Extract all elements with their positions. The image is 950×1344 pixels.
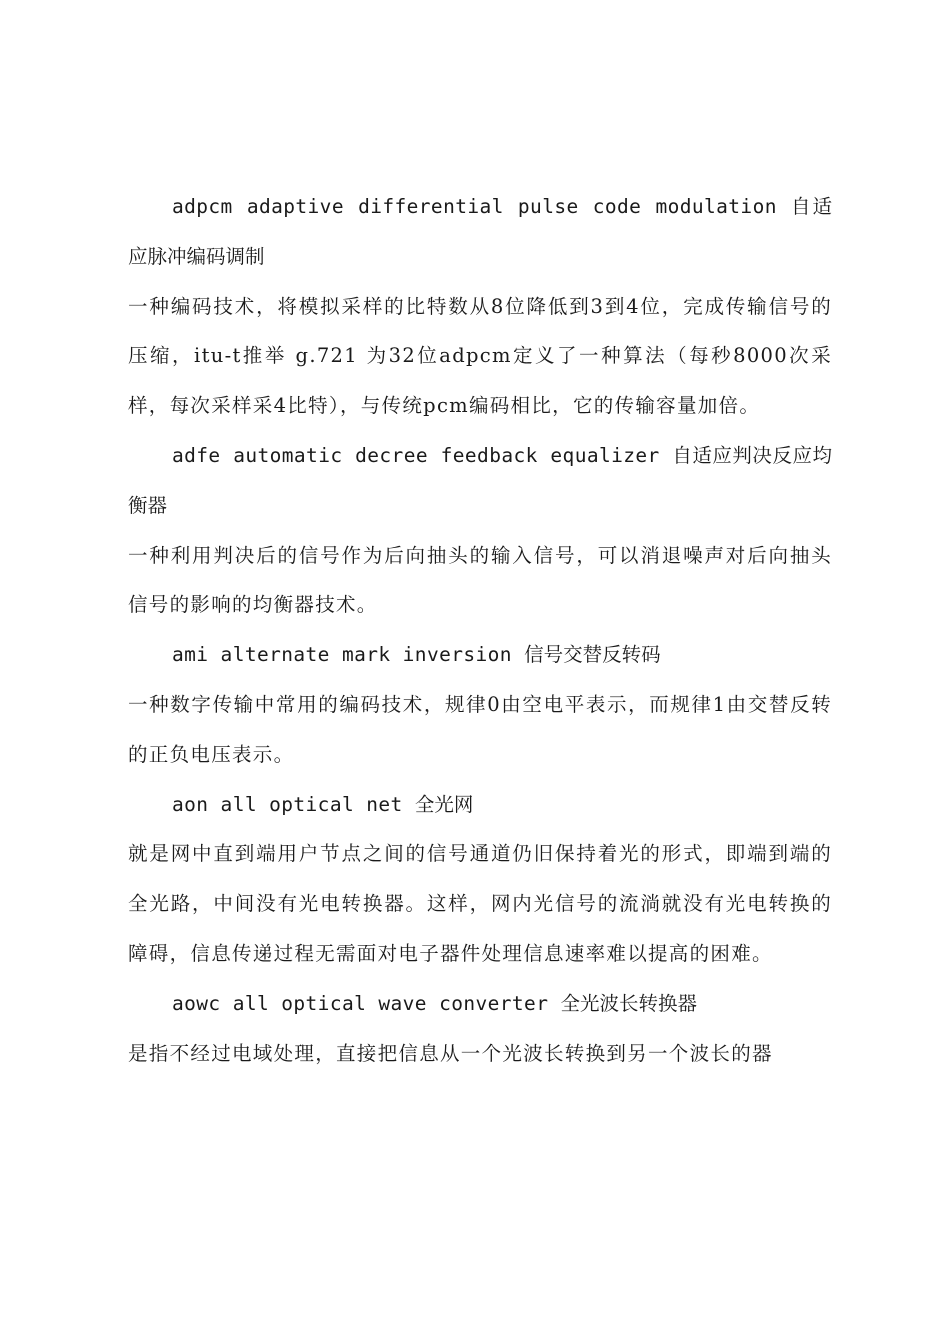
entry-description: 一种数字传输中常用的编码技术，规律0由空电平表示，而规律1由交替反转的正负电压表示。	[128, 692, 832, 766]
entry-term	[128, 780, 832, 830]
entry-term	[128, 431, 832, 531]
entry-description: 一种编码技术，将模拟采样的比特数从8位降低到3到4位，完成传输信号的压缩，itu-t推举 g.721 为32位adpcm定义了一种算法（每秒8000次采样，每次采样采4比特），与传统pcm编码相比，它的传输容量加倍。	[128, 294, 832, 418]
entry-term	[128, 630, 832, 680]
term-en: adpcm adaptive differential pulse code modulation	[172, 195, 791, 218]
entry-term	[128, 979, 832, 1029]
entry-description: 是指不经过电域处理，直接把信息从一个光波长转换到另一个波长的器	[128, 1041, 773, 1065]
term-cn: 自适应判决反应均衡器	[128, 443, 832, 517]
term-en: aon all optical net	[172, 792, 415, 816]
entry-term	[128, 182, 832, 282]
term-cn: 自适应脉冲编码调制	[128, 195, 832, 268]
page-body	[128, 182, 832, 1078]
entry-description: 一种利用判决后的信号作为后向抽头的输入信号，可以消退噪声对后向抽头信号的影响的均衡器技术。	[128, 543, 832, 617]
term-cn: 全光波长转换器	[560, 991, 697, 1015]
term-en: ami alternate mark inversion	[172, 643, 525, 667]
term-cn: 信号交替反转码	[524, 643, 661, 667]
term-en: adfe automatic decree feedback equalizer	[172, 443, 673, 467]
term-en: aowc all optical wave converter	[172, 991, 561, 1015]
entry-description: 就是网中直到端用户节点之间的信号通道仍旧保持着光的形式，即端到端的全光路，中间没有光电转换器。这样，网内光信号的流淌就没有光电转换的障碍，信息传递过程无需面对电子器件处理信息速率难以提高的困难。	[128, 842, 832, 965]
term-cn: 全光网	[414, 792, 474, 816]
